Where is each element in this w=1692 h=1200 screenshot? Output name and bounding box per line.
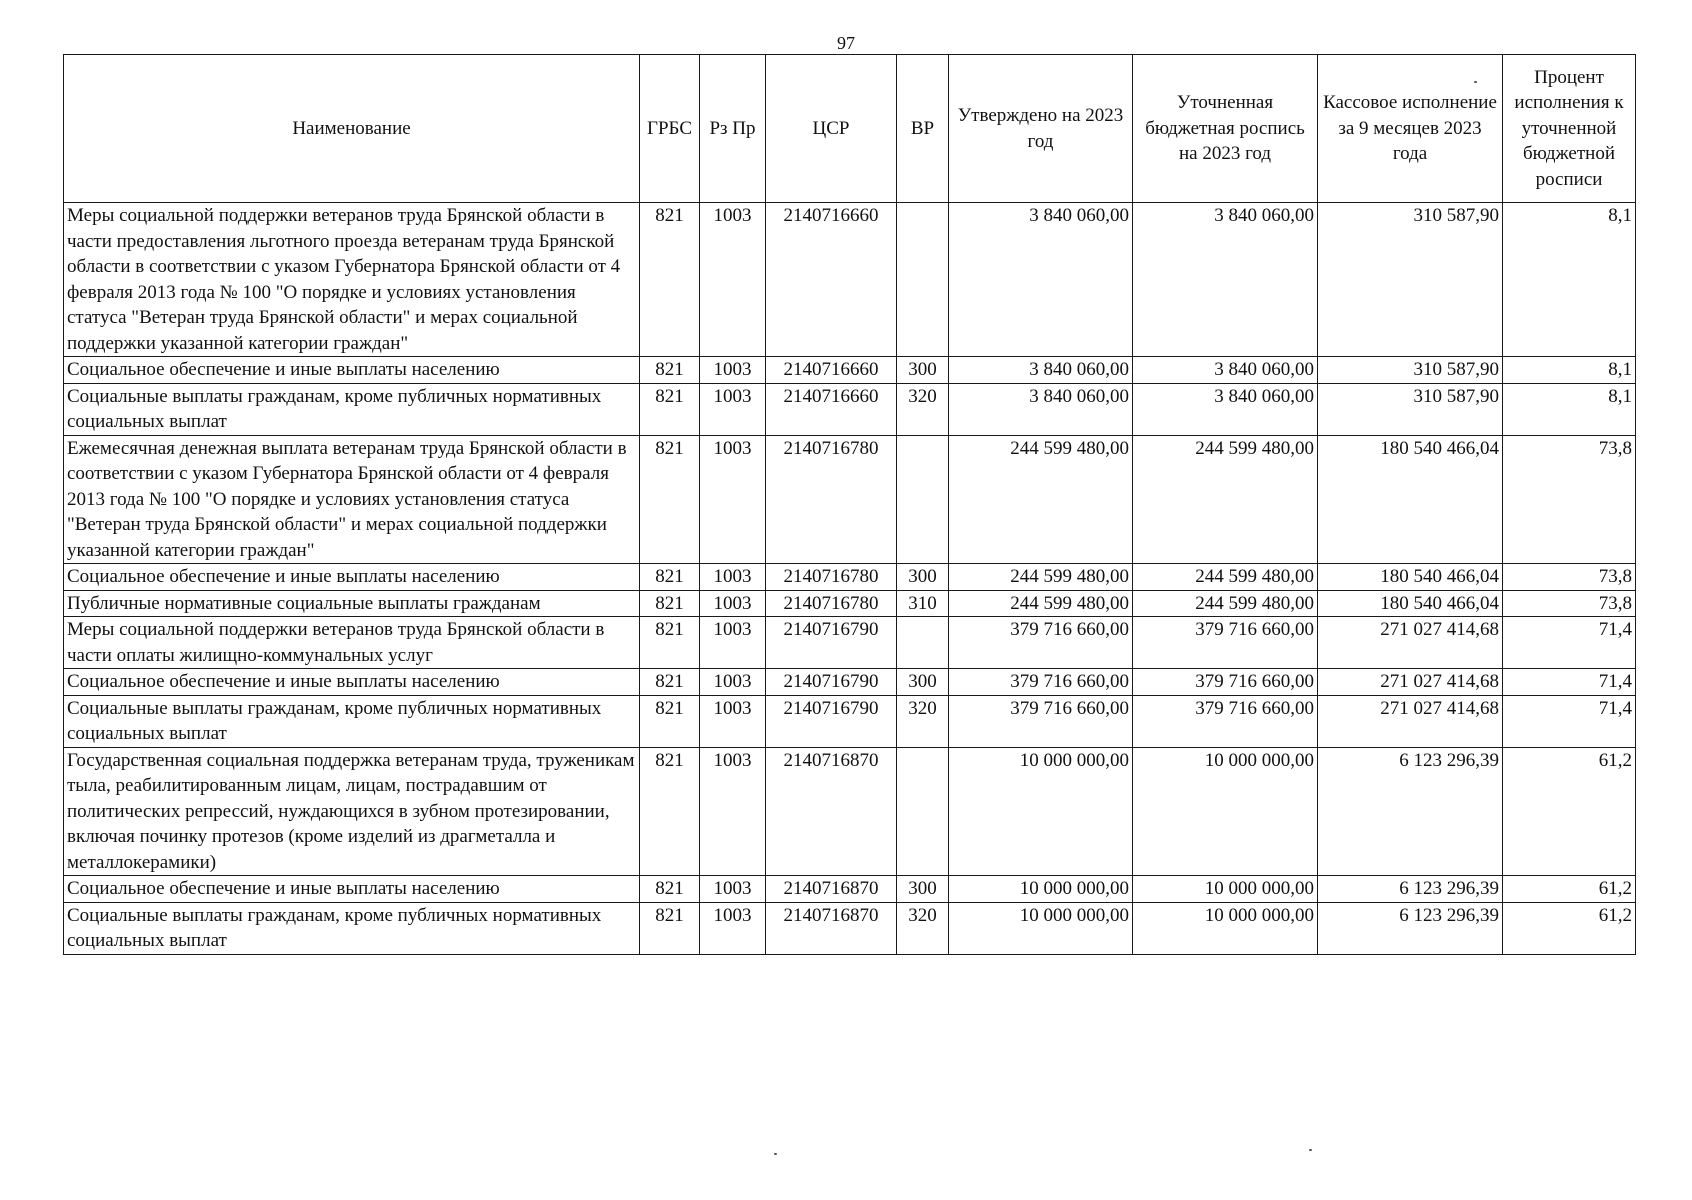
row-vr: 300 bbox=[897, 876, 949, 903]
row-rzpr: 1003 bbox=[700, 669, 766, 696]
row-vr: 300 bbox=[897, 669, 949, 696]
row-percent: 73,8 bbox=[1503, 590, 1636, 617]
row-name: Социальное обеспечение и иные выплаты населению bbox=[64, 357, 640, 384]
row-cash: 6 123 296,39 bbox=[1318, 902, 1503, 954]
row-percent: 61,2 bbox=[1503, 876, 1636, 903]
row-approved: 379 716 660,00 bbox=[949, 617, 1133, 669]
row-approved: 244 599 480,00 bbox=[949, 435, 1133, 564]
row-cash: 6 123 296,39 bbox=[1318, 876, 1503, 903]
row-rzpr: 1003 bbox=[700, 695, 766, 747]
header-approved: Утверждено на 2023 год bbox=[949, 55, 1133, 203]
row-rzpr: 1003 bbox=[700, 357, 766, 384]
row-refined: 379 716 660,00 bbox=[1133, 669, 1318, 696]
row-cash: 271 027 414,68 bbox=[1318, 695, 1503, 747]
row-grbs: 821 bbox=[640, 383, 700, 435]
row-cash: 310 587,90 bbox=[1318, 383, 1503, 435]
row-csr: 2140716780 bbox=[766, 564, 897, 591]
row-rzpr: 1003 bbox=[700, 203, 766, 357]
row-percent: 8,1 bbox=[1503, 203, 1636, 357]
budget-table bbox=[63, 54, 1636, 955]
scan-speck bbox=[774, 1153, 777, 1155]
row-approved: 3 840 060,00 bbox=[949, 357, 1133, 384]
header-row bbox=[64, 55, 1636, 203]
header-cash: Кассовое исполнение за 9 месяцев 2023 года bbox=[1318, 55, 1503, 203]
row-name: Социальное обеспечение и иные выплаты населению bbox=[64, 669, 640, 696]
header-rzpr: Рз Пр bbox=[700, 55, 766, 203]
row-grbs: 821 bbox=[640, 590, 700, 617]
row-refined: 10 000 000,00 bbox=[1133, 747, 1318, 876]
row-csr: 2140716790 bbox=[766, 617, 897, 669]
row-cash: 6 123 296,39 bbox=[1318, 747, 1503, 876]
table-row bbox=[64, 435, 1636, 564]
row-vr bbox=[897, 203, 949, 357]
table-header bbox=[64, 55, 1636, 203]
row-csr: 2140716660 bbox=[766, 203, 897, 357]
row-approved: 244 599 480,00 bbox=[949, 564, 1133, 591]
row-name: Социальное обеспечение и иные выплаты населению bbox=[64, 876, 640, 903]
table-row bbox=[64, 695, 1636, 747]
row-refined: 244 599 480,00 bbox=[1133, 564, 1318, 591]
row-vr: 320 bbox=[897, 902, 949, 954]
row-vr: 300 bbox=[897, 564, 949, 591]
row-rzpr: 1003 bbox=[700, 617, 766, 669]
header-vr: ВР bbox=[897, 55, 949, 203]
row-name: Государственная социальная поддержка ветеранам труда, труженикам тыла, реабилитированным лицам, лицам, пострадавшим от политических репрессий, нуждающихся в зубном протезировании, включая починку протезов (кроме изделий из драгметалла и металлокерамики) bbox=[64, 747, 640, 876]
table-row bbox=[64, 383, 1636, 435]
row-name: Ежемесячная денежная выплата ветеранам труда Брянской области в соответствии с указом Губернатора Брянской области от 4 февраля 2013 года № 100 "О порядке и условиях установления статуса "Ветеран труда Брянской области" и мерах социальной поддержки указанной категории граждан" bbox=[64, 435, 640, 564]
row-name: Меры социальной поддержки ветеранов труда Брянской области в части оплаты жилищно-коммунальных услуг bbox=[64, 617, 640, 669]
header-csr: ЦСР bbox=[766, 55, 897, 203]
row-cash: 180 540 466,04 bbox=[1318, 564, 1503, 591]
row-vr: 300 bbox=[897, 357, 949, 384]
row-name: Социальные выплаты гражданам, кроме публичных нормативных социальных выплат bbox=[64, 902, 640, 954]
row-percent: 73,8 bbox=[1503, 564, 1636, 591]
row-rzpr: 1003 bbox=[700, 876, 766, 903]
row-cash: 310 587,90 bbox=[1318, 357, 1503, 384]
table-row bbox=[64, 357, 1636, 384]
row-refined: 3 840 060,00 bbox=[1133, 383, 1318, 435]
row-percent: 71,4 bbox=[1503, 695, 1636, 747]
row-percent: 8,1 bbox=[1503, 357, 1636, 384]
row-name: Социальные выплаты гражданам, кроме публичных нормативных социальных выплат bbox=[64, 695, 640, 747]
row-approved: 10 000 000,00 bbox=[949, 747, 1133, 876]
row-grbs: 821 bbox=[640, 669, 700, 696]
table-row bbox=[64, 203, 1636, 357]
row-rzpr: 1003 bbox=[700, 747, 766, 876]
row-cash: 271 027 414,68 bbox=[1318, 617, 1503, 669]
row-percent: 61,2 bbox=[1503, 747, 1636, 876]
row-name: Меры социальной поддержки ветеранов труда Брянской области в части предоставления льготного проезда ветеранам труда Брянской области в соответствии с указом Губернатора Брянской области от 4 февраля 2013 года № 100 "О порядке и условиях установления статуса "Ветеран труда Брянской области" и мерах социальной поддержки указанной категории граждан" bbox=[64, 203, 640, 357]
row-grbs: 821 bbox=[640, 564, 700, 591]
row-grbs: 821 bbox=[640, 435, 700, 564]
row-csr: 2140716780 bbox=[766, 435, 897, 564]
row-grbs: 821 bbox=[640, 617, 700, 669]
row-approved: 10 000 000,00 bbox=[949, 902, 1133, 954]
row-approved: 244 599 480,00 bbox=[949, 590, 1133, 617]
table-row bbox=[64, 747, 1636, 876]
row-vr bbox=[897, 435, 949, 564]
row-cash: 180 540 466,04 bbox=[1318, 435, 1503, 564]
row-csr: 2140716660 bbox=[766, 357, 897, 384]
row-name: Социальные выплаты гражданам, кроме публичных нормативных социальных выплат bbox=[64, 383, 640, 435]
row-percent: 8,1 bbox=[1503, 383, 1636, 435]
table-row bbox=[64, 564, 1636, 591]
row-percent: 73,8 bbox=[1503, 435, 1636, 564]
row-csr: 2140716790 bbox=[766, 669, 897, 696]
row-csr: 2140716790 bbox=[766, 695, 897, 747]
table-row bbox=[64, 617, 1636, 669]
row-approved: 379 716 660,00 bbox=[949, 695, 1133, 747]
row-cash: 180 540 466,04 bbox=[1318, 590, 1503, 617]
table-row bbox=[64, 876, 1636, 903]
row-rzpr: 1003 bbox=[700, 590, 766, 617]
row-grbs: 821 bbox=[640, 203, 700, 357]
row-percent: 61,2 bbox=[1503, 902, 1636, 954]
row-csr: 2140716660 bbox=[766, 383, 897, 435]
table-row bbox=[64, 669, 1636, 696]
row-cash: 310 587,90 bbox=[1318, 203, 1503, 357]
row-csr: 2140716870 bbox=[766, 902, 897, 954]
row-refined: 3 840 060,00 bbox=[1133, 203, 1318, 357]
row-cash: 271 027 414,68 bbox=[1318, 669, 1503, 696]
row-rzpr: 1003 bbox=[700, 902, 766, 954]
row-name: Публичные нормативные социальные выплаты гражданам bbox=[64, 590, 640, 617]
row-rzpr: 1003 bbox=[700, 383, 766, 435]
row-approved: 3 840 060,00 bbox=[949, 203, 1133, 357]
header-grbs: ГРБС bbox=[640, 55, 700, 203]
row-rzpr: 1003 bbox=[700, 435, 766, 564]
row-refined: 10 000 000,00 bbox=[1133, 902, 1318, 954]
row-csr: 2140716870 bbox=[766, 747, 897, 876]
row-percent: 71,4 bbox=[1503, 669, 1636, 696]
row-approved: 3 840 060,00 bbox=[949, 383, 1133, 435]
header-percent: Процент исполнения к уточненной бюджетной росписи bbox=[1503, 55, 1636, 203]
row-grbs: 821 bbox=[640, 357, 700, 384]
header-refined: Уточненная бюджетная роспись на 2023 год bbox=[1133, 55, 1318, 203]
row-vr bbox=[897, 747, 949, 876]
row-name: Социальное обеспечение и иные выплаты населению bbox=[64, 564, 640, 591]
scan-speck bbox=[1474, 81, 1477, 83]
row-vr bbox=[897, 617, 949, 669]
row-approved: 379 716 660,00 bbox=[949, 669, 1133, 696]
row-grbs: 821 bbox=[640, 695, 700, 747]
row-refined: 10 000 000,00 bbox=[1133, 876, 1318, 903]
row-refined: 379 716 660,00 bbox=[1133, 617, 1318, 669]
row-rzpr: 1003 bbox=[700, 564, 766, 591]
row-refined: 244 599 480,00 bbox=[1133, 435, 1318, 564]
table-row bbox=[64, 902, 1636, 954]
row-csr: 2140716870 bbox=[766, 876, 897, 903]
table-body bbox=[64, 203, 1636, 955]
row-csr: 2140716780 bbox=[766, 590, 897, 617]
row-refined: 244 599 480,00 bbox=[1133, 590, 1318, 617]
row-vr: 310 bbox=[897, 590, 949, 617]
row-approved: 10 000 000,00 bbox=[949, 876, 1133, 903]
row-percent: 71,4 bbox=[1503, 617, 1636, 669]
row-grbs: 821 bbox=[640, 747, 700, 876]
page-number: 97 bbox=[837, 33, 855, 53]
table-row bbox=[64, 590, 1636, 617]
header-name: Наименование bbox=[64, 55, 640, 203]
row-grbs: 821 bbox=[640, 876, 700, 903]
row-refined: 379 716 660,00 bbox=[1133, 695, 1318, 747]
row-refined: 3 840 060,00 bbox=[1133, 357, 1318, 384]
row-vr: 320 bbox=[897, 695, 949, 747]
row-vr: 320 bbox=[897, 383, 949, 435]
row-grbs: 821 bbox=[640, 902, 700, 954]
scan-speck bbox=[1309, 1149, 1312, 1151]
